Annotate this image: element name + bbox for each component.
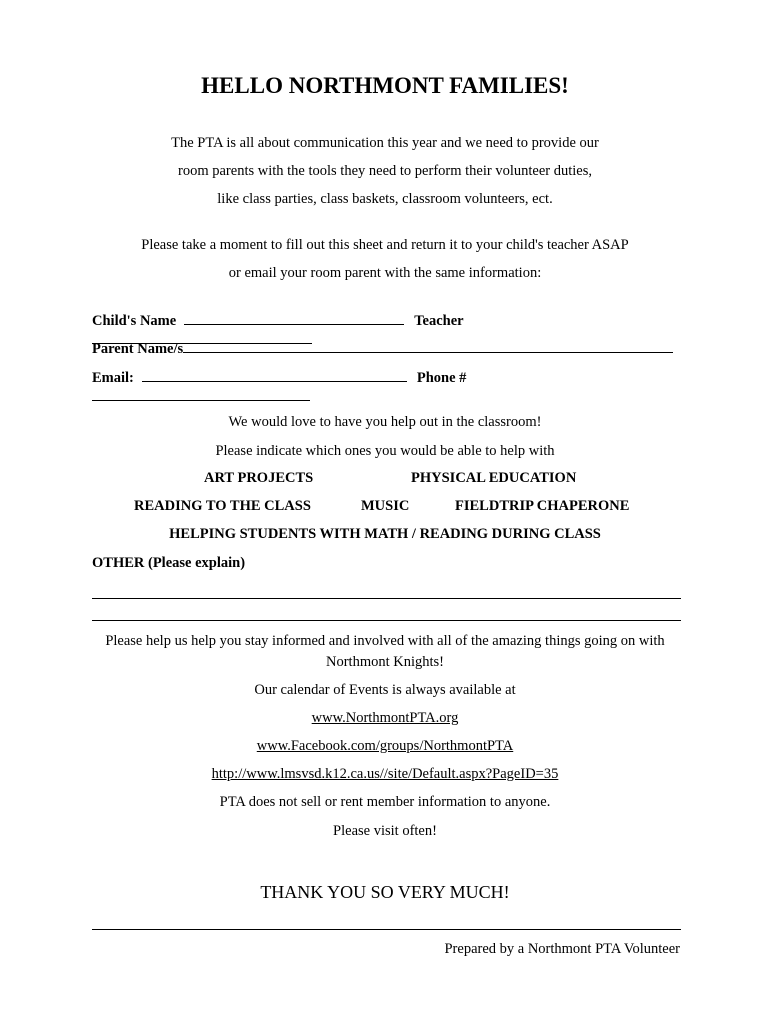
option-art-projects[interactable]: ART PROJECTS	[204, 470, 314, 486]
intro-line-3: like class parties, class baskets, classroom volunteers, ect.	[217, 191, 553, 207]
child-name-label: Child's Name	[92, 313, 177, 329]
info-line-2: Northmont Knights!	[325, 654, 444, 670]
district-link-text[interactable]: http://www.lmsvsd.k12.ca.us//site/Default.aspx?PageID=35	[211, 766, 559, 782]
phone-label: Phone #	[416, 370, 467, 386]
footer-credit: Prepared by a Northmont PTA Volunteer	[444, 941, 680, 957]
help-line-1: We would love to have you help out in the classroom!	[228, 414, 542, 430]
facebook-link-text[interactable]: www.Facebook.com/groups/NorthmontPTA	[256, 738, 514, 754]
phone-field[interactable]	[92, 387, 310, 401]
help-line-2: Please indicate which ones you would be able to help with	[215, 443, 555, 459]
teacher-label: Teacher	[414, 313, 464, 329]
option-fieldtrip-chaperone[interactable]: FIELDTRIP CHAPERONE	[455, 498, 630, 514]
page-title: HELLO NORTHMONT FAMILIES!	[201, 73, 569, 98]
parent-name-label: Parent Name/s	[92, 341, 184, 357]
website-link	[0, 709, 770, 727]
option-helping-students[interactable]: HELPING STUDENTS WITH MATH / READING DURING CLASS	[169, 526, 601, 542]
intro-line-1: The PTA is all about communication this year and we need to provide our	[171, 135, 599, 151]
email-phone-row	[92, 368, 682, 406]
option-physical-education[interactable]: PHYSICAL EDUCATION	[411, 470, 577, 486]
visit-text: Please visit often!	[333, 823, 437, 839]
intro-line-2: room parents with the tools they need to perform their volunteer duties,	[178, 163, 592, 179]
email-label: Email:	[92, 370, 134, 386]
child-name-field[interactable]	[184, 311, 404, 325]
privacy-text: PTA does not sell or rent member information to anyone.	[219, 794, 551, 810]
calendar-text: Our calendar of Events is always available at	[254, 682, 516, 698]
other-label: OTHER (Please explain)	[92, 555, 246, 571]
footer-divider	[92, 929, 681, 930]
email-field[interactable]	[142, 368, 407, 382]
website-link-text[interactable]: www.NorthmontPTA.org	[311, 710, 459, 726]
other-line-2[interactable]	[92, 620, 681, 621]
info-line-1: Please help us help you stay informed and involved with all of the amazing things going on with	[105, 633, 665, 649]
district-link	[0, 765, 770, 783]
parent-name-field[interactable]	[183, 339, 673, 353]
thank-you-heading: THANK YOU SO VERY MUCH!	[260, 882, 510, 902]
option-reading-to-class[interactable]: READING TO THE CLASS	[134, 498, 311, 514]
parent-name-row	[92, 339, 682, 358]
other-line-1[interactable]	[92, 598, 681, 599]
facebook-link	[0, 737, 770, 755]
option-music[interactable]: MUSIC	[361, 498, 410, 514]
intro-line-4: Please take a moment to fill out this sheet and return it to your child's teacher ASAP	[141, 237, 629, 253]
intro-line-5: or email your room parent with the same information:	[228, 265, 542, 281]
